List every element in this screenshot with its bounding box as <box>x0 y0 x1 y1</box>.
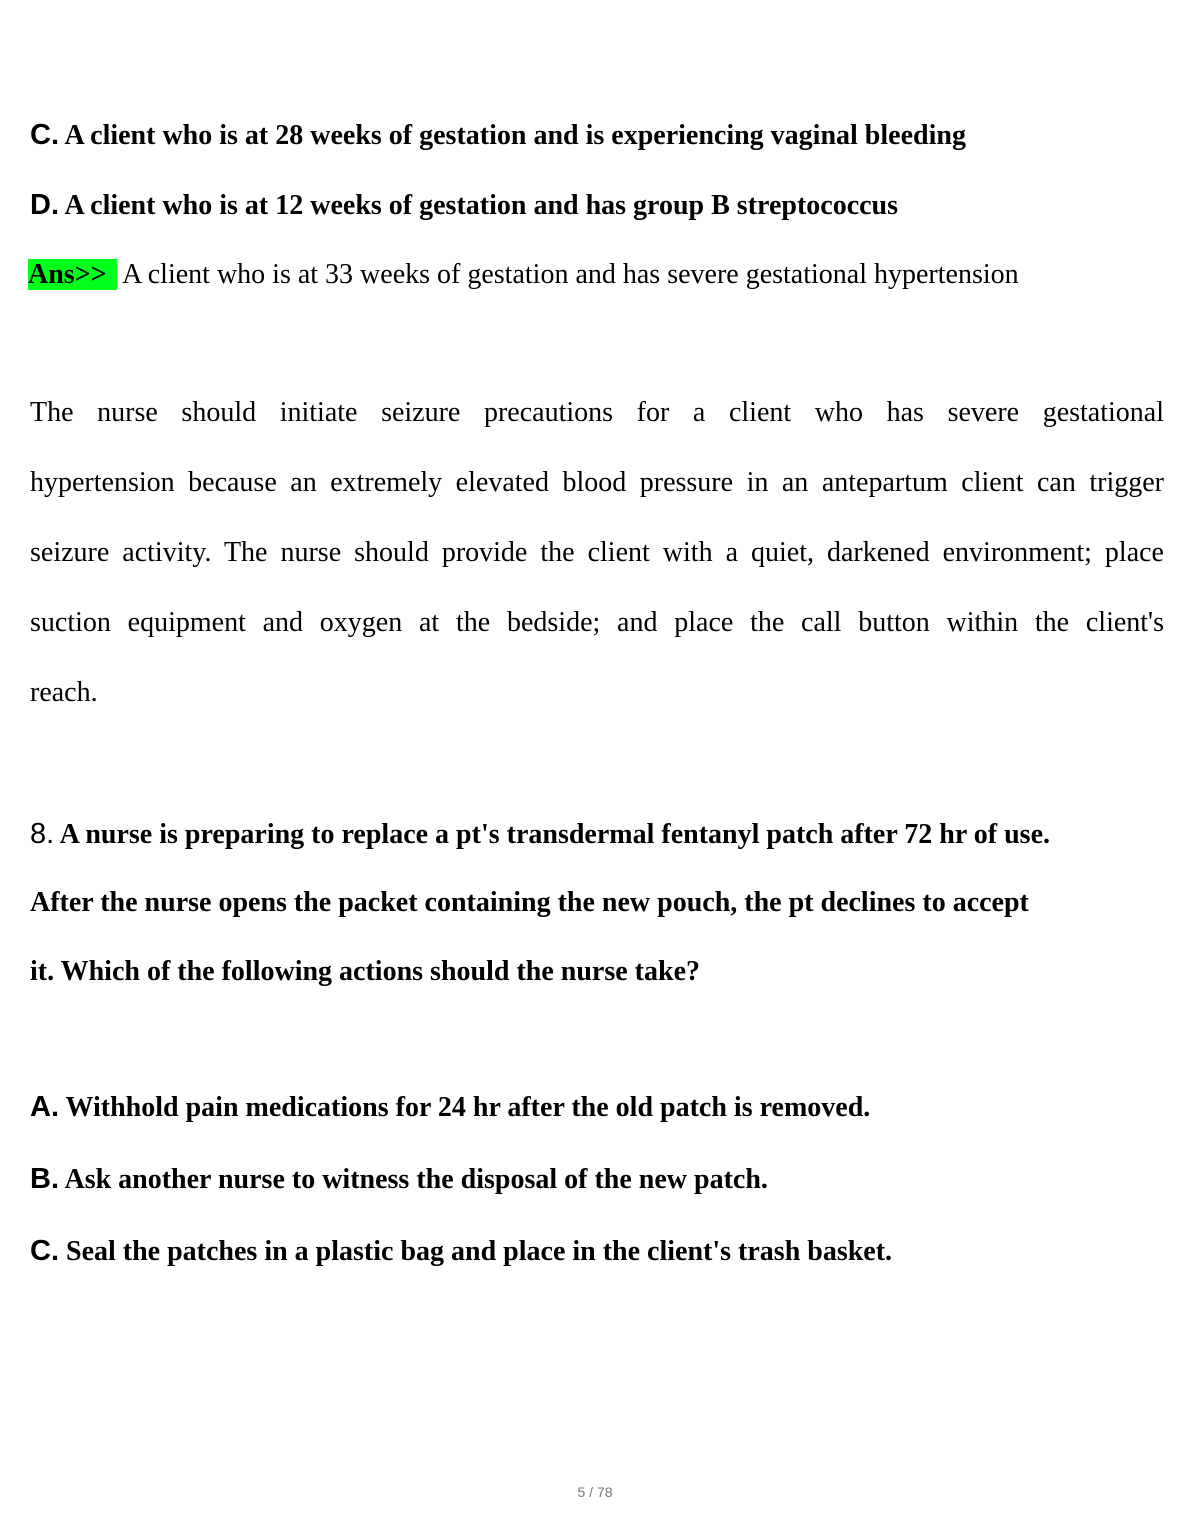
option-a <box>30 1090 870 1125</box>
option-letter: B. <box>30 1163 59 1195</box>
rationale-line: seizure activity. The nurse should provide the client with a quiet, darkened environment; place <box>30 537 1164 568</box>
question-stem-line: After the nurse opens the packet containing the new pouch, the pt declines to accept <box>30 887 1029 918</box>
rationale-line: suction equipment and oxygen at the bedside; and place the call button within the client's <box>30 607 1164 638</box>
option-text: Ask another nurse to witness the disposal of the new patch. <box>64 1164 768 1195</box>
rationale-line: The nurse should initiate seizure precautions for a client who has severe gestational <box>30 397 1164 428</box>
rationale-line: hypertension because an extremely elevated blood pressure in an antepartum client can trigger <box>30 467 1164 498</box>
option-letter: A. <box>30 1091 59 1123</box>
option-text: A client who is at 28 weeks of gestation and is experiencing vaginal bleeding <box>64 120 966 151</box>
question-stem-line <box>30 817 1050 852</box>
rationale-line: reach. <box>30 677 98 708</box>
question-number: 8. <box>30 818 55 850</box>
option-text: A client who is at 12 weeks of gestation and has group B streptococcus <box>64 190 899 221</box>
option-b <box>30 1162 768 1197</box>
option-letter: C. <box>30 119 59 151</box>
answer-label: Ans>> <box>28 259 117 290</box>
document-page <box>30 0 1164 1540</box>
question-stem-line: it. Which of the following actions should the nurse take? <box>30 956 700 987</box>
option-text: Withhold pain medications for 24 hr after the old patch is removed. <box>65 1092 871 1123</box>
option-c <box>30 1234 892 1269</box>
option-letter: D. <box>30 189 59 221</box>
answer-text: A client who is at 33 weeks of gestation and has severe gestational hypertension <box>122 259 1019 290</box>
option-text: Seal the patches in a plastic bag and place in the client's trash basket. <box>66 1236 893 1267</box>
option-letter: C. <box>30 1235 59 1267</box>
answer-line <box>28 258 1019 292</box>
page-indicator: 5 / 78 <box>577 1484 613 1500</box>
option-c-prev <box>30 118 966 153</box>
option-d-prev <box>30 188 898 223</box>
question-text: A nurse is preparing to replace a pt's transdermal fentanyl patch after 72 hr of use. <box>59 819 1050 850</box>
